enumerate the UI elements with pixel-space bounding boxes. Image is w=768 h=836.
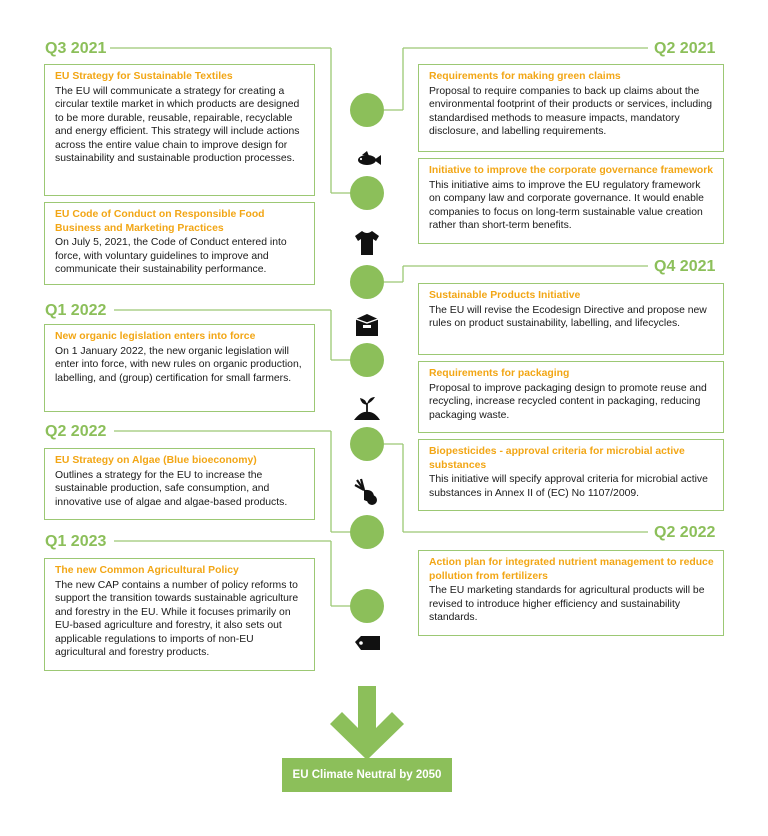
initiative-description: Outlines a strategy for the EU to increase the sustainable production, safe consumption, and innovative use of algae and algae-based products. — [55, 469, 288, 508]
goal-banner: EU Climate Neutral by 2050 — [282, 758, 452, 792]
initiative-title: Requirements for making green claims — [429, 71, 621, 82]
tshirt-icon — [352, 228, 382, 258]
initiative-card — [44, 448, 315, 520]
initiative-description: The EU marketing standards for agricultural products will be revised to introduce higher efficiency and sustainability standards. — [429, 585, 705, 623]
initiative-description: Proposal to require companies to back up claims about the environmental footprint of their products or services, including standardised methods to measure impacts, mandatory disclosure, and labelling requirements. — [429, 85, 712, 137]
quarter-label: Q3 2021 — [45, 40, 107, 57]
initiative-title: Sustainable Products Initiative — [429, 290, 581, 301]
quarter-label: Q1 2022 — [45, 302, 107, 319]
initiative-description: On 1 January 2022, the new organic legislation will enter into force, with new rules on organic production, labelling, and (group) certification for small farmers. — [55, 345, 302, 384]
sprout-icon — [352, 393, 382, 423]
initiative-description: On July 5, 2021, the Code of Conduct entered into force, with voluntary guidelines to improve and communicate their sustainability performance. — [55, 237, 287, 275]
initiative-title: Action plan for integrated nutrient management to reduce pollution from fertilizers — [429, 557, 714, 582]
initiative-title: Requirements for packaging — [429, 368, 570, 379]
timeline-node — [350, 176, 384, 210]
quarter-label: Q1 2023 — [45, 533, 107, 550]
initiative-card — [44, 324, 315, 412]
timeline-node — [350, 515, 384, 549]
box-icon — [352, 311, 382, 341]
initiative-description: Proposal to improve packaging design to promote reuse and recycling, increase recycled content in packaging, reducing packaging waste. — [429, 382, 707, 421]
price-tag-icon — [352, 630, 382, 660]
initiative-card — [418, 158, 724, 244]
initiative-card — [44, 558, 315, 671]
timeline-node — [350, 343, 384, 377]
quarter-label: Q2 2021 — [654, 40, 716, 57]
initiative-card — [418, 283, 724, 355]
initiative-description: The EU will revise the Ecodesign Directive and propose new rules on product sustainability, labelling, and lifecycles. — [429, 304, 707, 329]
initiative-description: The EU will communicate a strategy for creating a circular textile market in which products are designed to be more durable, reusable, repairable, recyclable and energy efficient. This strategy will include actions across the entire value chain to improve design for sustainability and sustainable production processes. — [55, 85, 300, 164]
timeline-node — [350, 93, 384, 127]
initiative-card — [418, 550, 724, 636]
initiative-card — [44, 64, 315, 196]
vegetables-icon — [352, 476, 382, 506]
quarter-label: Q2 2022 — [654, 524, 716, 541]
initiative-card — [418, 64, 724, 152]
initiative-card — [418, 361, 724, 433]
initiative-title: EU Strategy on Algae (Blue bioeconomy) — [55, 455, 257, 466]
fish-icon — [352, 145, 382, 175]
initiative-description: This initiative aims to improve the EU regulatory framework on company law and corporate governance. It would enable companies to focus on long-term sustainable value creation rather than short-term benefits. — [429, 179, 704, 231]
initiative-card — [44, 202, 315, 285]
initiative-description: The new CAP contains a number of policy reforms to support the transition towards sustainable agriculture and forestry in the EU. While it focuses primarily on EU-based agriculture and forestry, it also sets out applicable regulations to imports of non-EU agricultural and forestry products. — [55, 579, 299, 658]
quarter-label: Q4 2021 — [654, 258, 716, 275]
initiative-title: Biopesticides - approval criteria for microbial active substances — [429, 446, 685, 471]
initiative-title: EU Strategy for Sustainable Textiles — [55, 71, 233, 82]
timeline-node — [350, 265, 384, 299]
initiative-card — [418, 439, 724, 511]
initiative-description: This initiative will specify approval criteria for microbial active substances in Annex II of (EC) No 1107/2009. — [429, 474, 708, 499]
initiative-title: EU Code of Conduct on Responsible Food Business and Marketing Practices — [55, 209, 265, 234]
down-arrow — [330, 686, 404, 760]
initiative-title: New organic legislation enters into force — [55, 331, 256, 342]
timeline-node — [350, 589, 384, 623]
initiative-title: Initiative to improve the corporate governance framework — [429, 165, 714, 176]
quarter-label: Q2 2022 — [45, 423, 107, 440]
initiative-title: The new Common Agricultural Policy — [55, 565, 239, 576]
timeline-node — [350, 427, 384, 461]
